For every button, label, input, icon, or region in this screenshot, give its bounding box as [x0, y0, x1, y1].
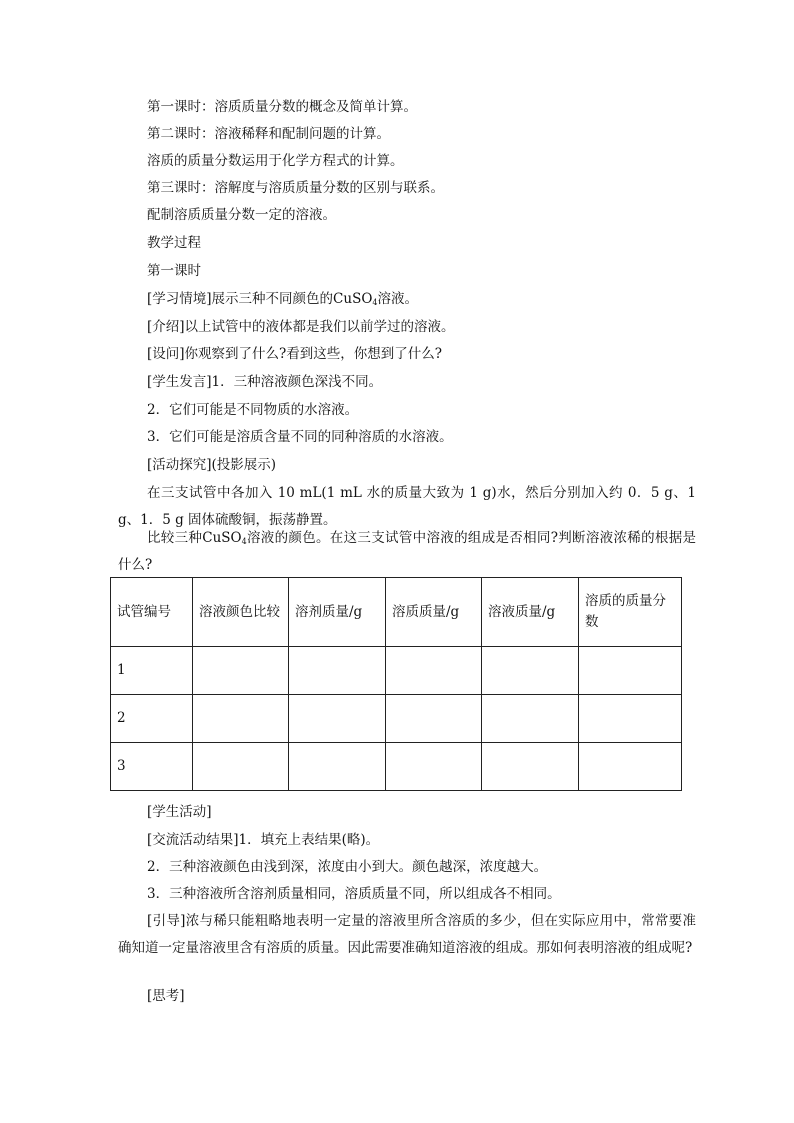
result-3: 3．三种溶液所含溶剂质量相同，溶质质量不同，所以组成各不相同。 [147, 886, 561, 902]
activity-paragraph: 在三支试管中各加入 10 mL(1 mL 水的质量大致为 1 g)水，然后分别加入约 0．5 g、1 g、1．5 g 固体硫酸铜，振荡静置。 [118, 485, 696, 528]
student-speech-2: 2．它们可能是不同物质的水溶液。 [147, 402, 359, 418]
cuso4-subscript: 4 [372, 298, 378, 307]
result-1: [交流活动结果]1．填充上表结果(略)。 [147, 832, 380, 848]
student-speech-1: [学生发言]1．三种溶液颜色深浅不同。 [147, 374, 383, 390]
row-number: 3 [111, 743, 193, 791]
row-number: 2 [111, 695, 193, 743]
table-cell [482, 647, 579, 695]
table-row [111, 647, 682, 695]
table-cell [193, 743, 289, 791]
heading-teaching-process: 教学过程 [147, 235, 201, 251]
header-mass-fraction: 溶质的质量分数 [579, 578, 682, 647]
question-text: [设问]你观察到了什么?看到这些，你想到了什么? [147, 346, 443, 362]
cuso4-subscript-2: 4 [241, 537, 247, 546]
experiment-table [110, 577, 682, 791]
student-speech-3: 3．它们可能是溶质含量不同的同种溶质的水溶液。 [147, 429, 453, 445]
header-color-compare: 溶液颜色比较 [193, 578, 289, 647]
result-2: 2．三种溶液颜色由浅到深，浓度由小到大。颜色越深，浓度越大。 [147, 859, 548, 875]
table-row [111, 743, 682, 791]
table-cell [579, 695, 682, 743]
line-lesson3-extra: 配制溶质质量分数一定的溶液。 [147, 207, 336, 223]
table-cell [482, 743, 579, 791]
compare-pre: 比较三种 [147, 530, 203, 546]
table-cell [386, 695, 482, 743]
cuso4-formula: CuSO [333, 291, 373, 307]
table-row [111, 695, 682, 743]
student-activity-label: [学生活动] [147, 804, 212, 820]
compare-paragraph [118, 525, 696, 579]
table-cell [289, 743, 386, 791]
table-cell [289, 695, 386, 743]
header-solute-mass: 溶质质量/g [386, 578, 482, 647]
intro-text: [介绍]以上试管中的液体都是我们以前学过的溶液。 [147, 319, 455, 335]
table-cell [193, 647, 289, 695]
line-lesson1: 第一课时：溶质质量分数的概念及简单计算。 [147, 99, 417, 115]
line-lesson2-extra: 溶质的质量分数运用于化学方程式的计算。 [147, 153, 404, 169]
header-solvent-mass: 溶剂质量/g [289, 578, 386, 647]
line-lesson2: 第二课时：溶液稀释和配制问题的计算。 [147, 126, 390, 142]
header-solution-mass: 溶液质量/g [482, 578, 579, 647]
compare-post: 溶液的颜色。在这三支试管中溶液的组成是否相同?判断溶液浓稀的根据是什么? [118, 530, 696, 573]
line-lesson3: 第三课时：溶解度与溶质质量分数的区别与联系。 [147, 180, 444, 196]
table-cell [579, 743, 682, 791]
table-cell [386, 647, 482, 695]
table-cell [579, 647, 682, 695]
think-label: [思考] [147, 988, 185, 1004]
activity-title: [活动探究](投影展示) [147, 457, 277, 473]
table-cell [482, 695, 579, 743]
heading-first-lesson: 第一课时 [147, 263, 201, 279]
cuso4-formula-2: CuSO [202, 530, 242, 546]
guide-paragraph: [引导]浓与稀只能粗略地表明一定量的溶液里所含溶质的多少，但在实际应用中，常常要准确知道一定量溶液里含有溶质的质量。因此需要准确知道溶液的组成。那如何表明溶液的组成呢? [118, 913, 696, 956]
table-cell [289, 647, 386, 695]
learning-situation [147, 289, 418, 309]
table-cell [193, 695, 289, 743]
situation-pre: [学习情境]展示三种不同颜色的 [147, 291, 334, 307]
header-tube-number: 试管编号 [111, 578, 193, 647]
table-header-row [111, 578, 682, 647]
row-number: 1 [111, 647, 193, 695]
situation-post: 溶液。 [377, 291, 418, 307]
table-cell [386, 743, 482, 791]
